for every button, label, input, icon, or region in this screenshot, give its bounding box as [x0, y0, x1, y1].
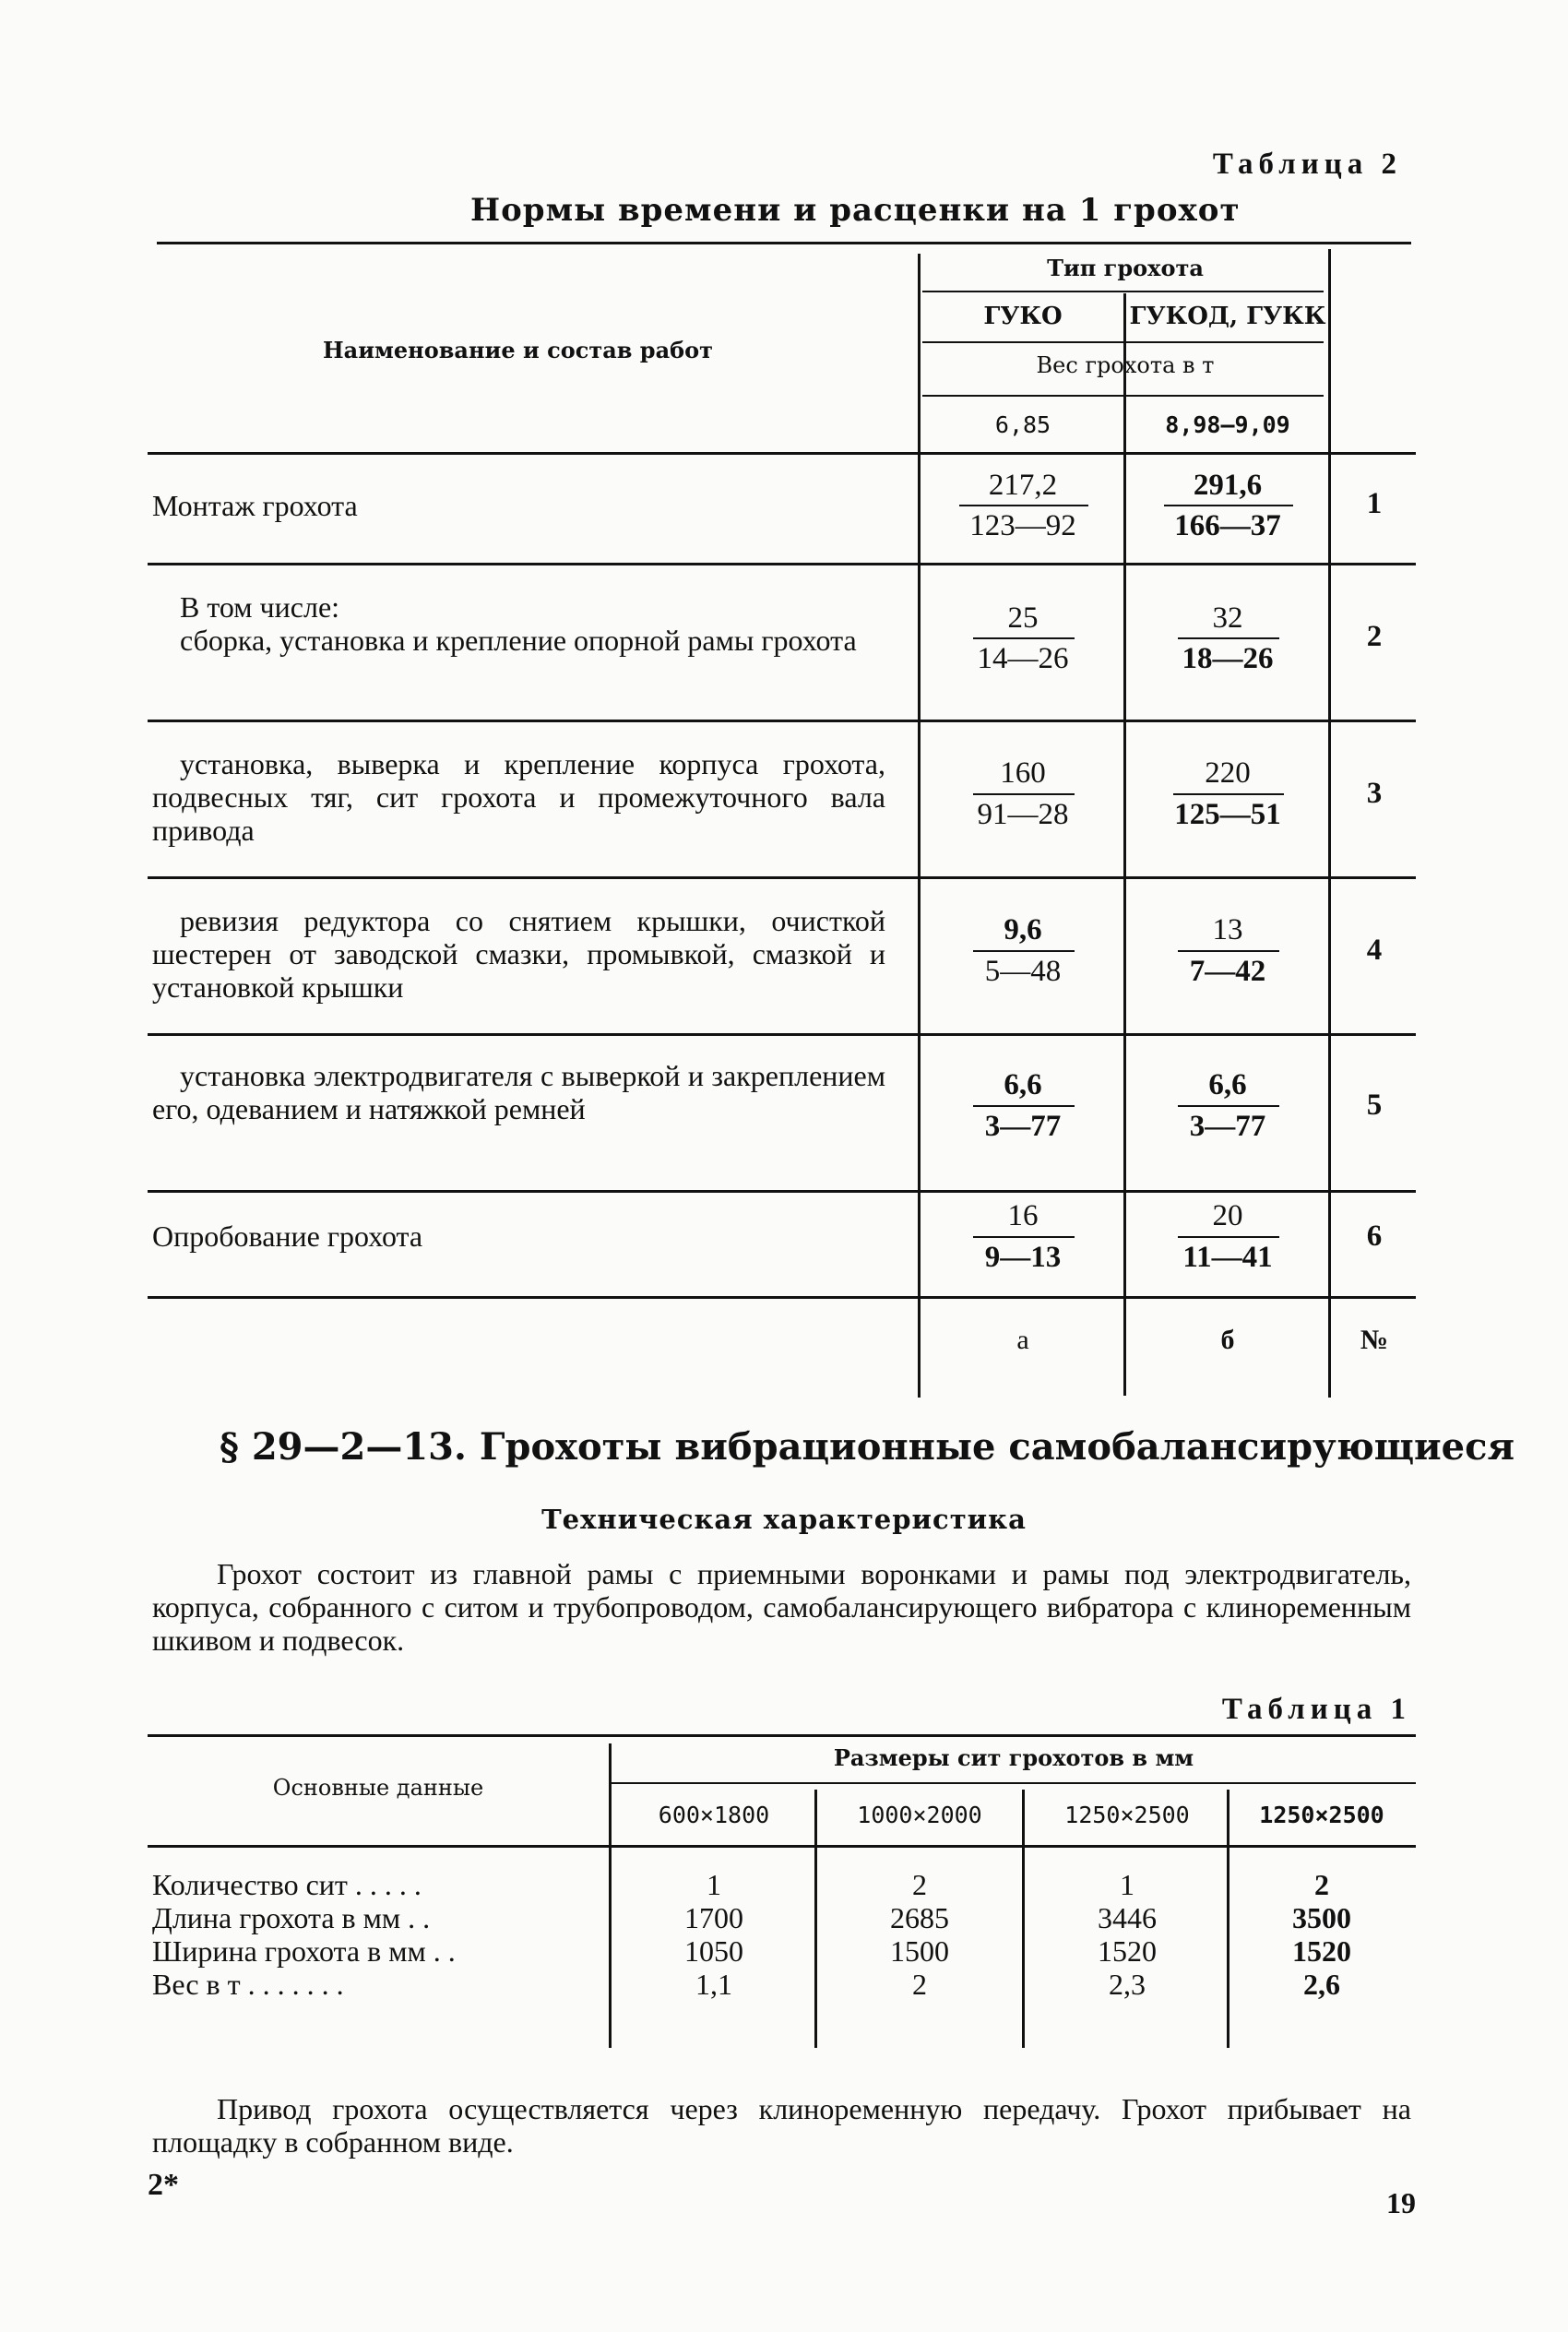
- table1-cell: 2: [912, 1968, 927, 2001]
- type-guko: ГУКО: [983, 303, 1063, 330]
- row-a-top: 217,2: [988, 469, 1058, 502]
- row-num: 3: [1366, 777, 1383, 810]
- row-b-top: 20: [1212, 1199, 1243, 1232]
- row-b-bot: 18—26: [1182, 642, 1274, 675]
- table2-title: Нормы времени и расценки на 1 грохот: [470, 192, 1241, 229]
- row-name: установка электродвигателя с выверкой и закреплением его, одеванием и натяжкой ремней: [152, 1059, 885, 1125]
- table1-cell: 1: [707, 1868, 721, 1901]
- row-a-top: 160: [1000, 756, 1046, 790]
- row-num: 6: [1366, 1220, 1383, 1253]
- page-number: 19: [1386, 2186, 1416, 2219]
- footer-col-a: а: [1016, 1325, 1029, 1355]
- row-b-bot: 7—42: [1189, 955, 1266, 988]
- size-col-2: 1000×2000: [857, 1802, 982, 1828]
- table1-caption: Таблица 1: [1221, 1693, 1411, 1726]
- row-b-top: 13: [1212, 913, 1243, 946]
- table1-row-label: Ширина грохота в мм . .: [152, 1934, 456, 1968]
- row-num: 1: [1366, 487, 1383, 520]
- section-heading: § 29—2—13. Грохоты вибрационные самобалансирующиеся: [220, 1425, 1515, 1469]
- table1-cell: 1700: [684, 1901, 743, 1934]
- row-a-bot: 123—92: [969, 509, 1076, 542]
- table2-weight-label: Вес грохота в т: [1036, 352, 1215, 378]
- row-b-top: 32: [1212, 601, 1243, 635]
- signature-mark: 2*: [148, 2168, 179, 2202]
- table1-cell: 1500: [890, 1934, 949, 1968]
- table1-cell: 3446: [1098, 1901, 1157, 1934]
- table1-cell: 2,3: [1109, 1968, 1146, 2001]
- table1-cell: 1050: [684, 1934, 743, 1968]
- type-gukod: ГУКОД, ГУКК: [1129, 303, 1326, 330]
- row-b-top: 6,6: [1208, 1068, 1247, 1101]
- size-col-1: 600×1800: [658, 1802, 770, 1828]
- footer-col-b: б: [1220, 1325, 1235, 1355]
- table1-cell: 2685: [890, 1901, 949, 1934]
- row-b-bot: 125—51: [1174, 798, 1281, 831]
- table1-row-label: Вес в т . . . . . . .: [152, 1968, 344, 2001]
- row-num: 4: [1366, 934, 1383, 967]
- row-a-top: 16: [1007, 1199, 1039, 1232]
- row-a-top: 25: [1007, 601, 1039, 635]
- row-a-bot: 91—28: [977, 798, 1069, 831]
- row-a-top: 6,6: [1004, 1068, 1042, 1101]
- table1-sizes-label: Размеры сит грохотов в мм: [833, 1744, 1194, 1771]
- footer-col-num: №: [1360, 1325, 1389, 1355]
- closing-paragraph: Привод грохота осуществляется через клиноременную передачу. Грохот прибывает на площадку в собранном виде.: [152, 2092, 1411, 2159]
- section-subheading: Техническая характеристика: [541, 1504, 1027, 1535]
- table2-type-label: Тип грохота: [1047, 255, 1204, 281]
- table2-name-header: Наименование и состав работ: [323, 337, 713, 363]
- row-name: установка, выверка и крепление корпуса грохота, подвесных тяг, сит грохота и промежуточного вала привода: [152, 747, 885, 847]
- row-name: Монтаж грохота: [152, 489, 358, 522]
- table1-cell: 1: [1120, 1868, 1134, 1901]
- row-a-top: 9,6: [1004, 913, 1042, 946]
- table1-cell: 2,6: [1303, 1968, 1340, 2001]
- row-num: 5: [1366, 1089, 1383, 1122]
- row-a-bot: 3—77: [984, 1110, 1062, 1143]
- weight-gukod: 8,98—9,09: [1165, 411, 1290, 438]
- row-a-bot: 9—13: [984, 1241, 1062, 1274]
- row-name: ревизия редуктора со снятием крышки, очисткой шестерен от заводской смазки, промывкой, смазкой и установкой крышки: [152, 904, 885, 1004]
- row-b-bot: 3—77: [1189, 1110, 1266, 1143]
- table1-row-label: Количество сит . . . . .: [152, 1868, 422, 1901]
- table1-name-header: Основные данные: [272, 1775, 484, 1801]
- weight-guko: 6,85: [994, 411, 1051, 438]
- table1-row-label: Длина грохота в мм . .: [152, 1901, 431, 1934]
- table2-caption: Таблица 2: [1212, 148, 1402, 181]
- intro-paragraph: Грохот состоит из главной рамы с приемными воронками и рамы под электродвигатель, корпуса, собранного с ситом и трубопроводом, самобалансирующего вибратора с клиноременным шкивом и подвесок.: [152, 1557, 1411, 1657]
- table1-cell: 1520: [1292, 1934, 1351, 1968]
- row-b-bot: 11—41: [1182, 1241, 1273, 1274]
- table1-cell: 1520: [1098, 1934, 1157, 1968]
- size-col-3: 1250×2500: [1064, 1802, 1190, 1828]
- row-name: В том числе: сборка, установка и крепление опорной рамы грохота: [180, 590, 857, 657]
- row-b-bot: 166—37: [1174, 509, 1281, 542]
- table1-cell: 2: [1314, 1868, 1329, 1901]
- row-b-top: 291,6: [1193, 469, 1263, 502]
- row-a-bot: 5—48: [984, 955, 1062, 988]
- size-col-4: 1250×2500: [1259, 1802, 1384, 1828]
- table1-cell: 3500: [1292, 1901, 1351, 1934]
- row-num: 2: [1366, 620, 1383, 653]
- row-a-bot: 14—26: [977, 642, 1069, 675]
- row-name: Опробование грохота: [152, 1220, 423, 1253]
- table1-cell: 1,1: [695, 1968, 732, 2001]
- table1-cell: 2: [912, 1868, 927, 1901]
- row-b-top: 220: [1205, 756, 1251, 790]
